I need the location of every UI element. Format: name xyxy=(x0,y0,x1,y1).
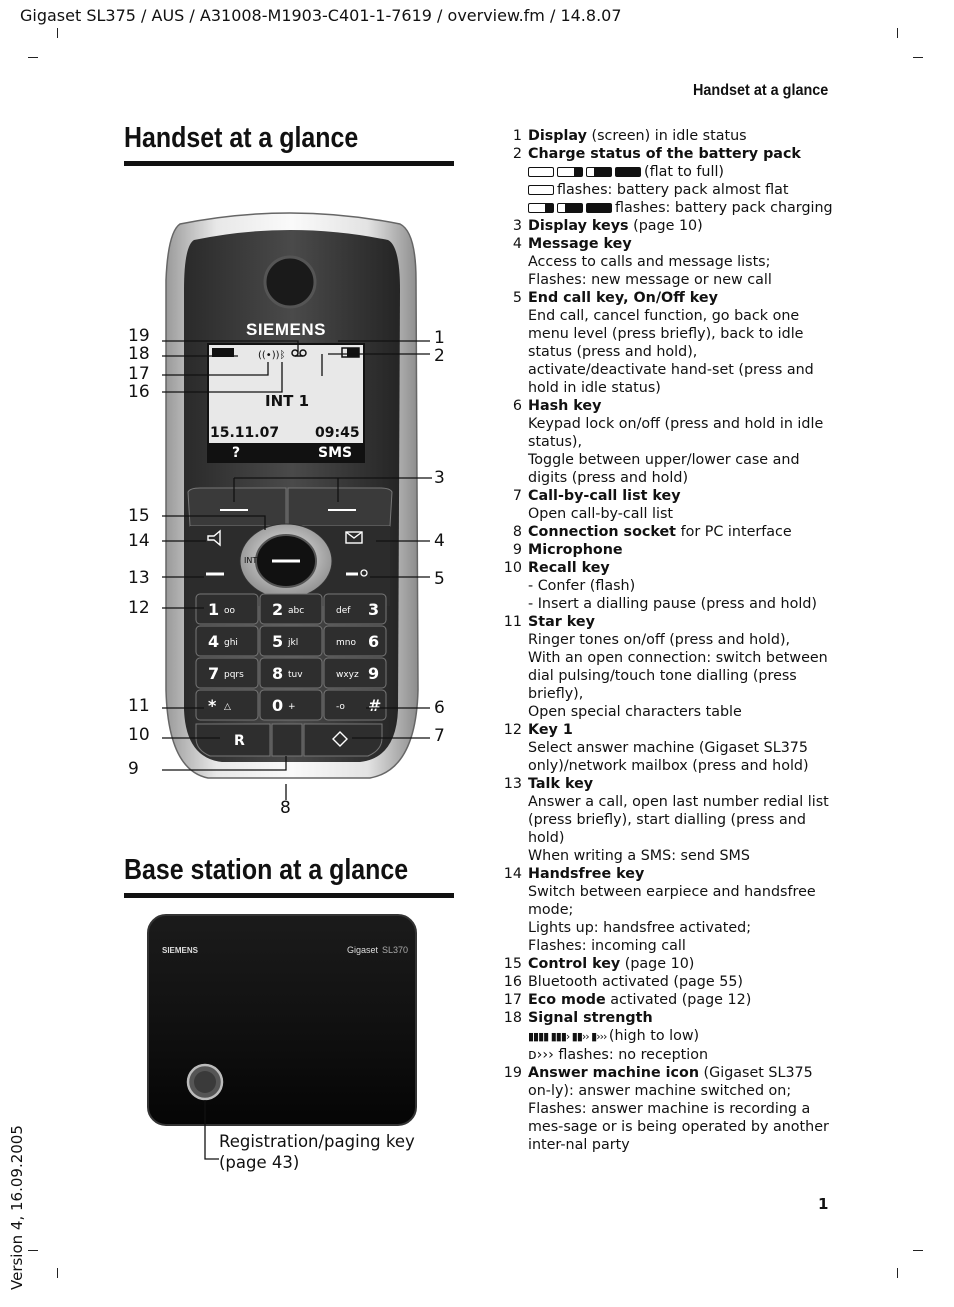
legend-item-4 xyxy=(497,235,837,289)
base-caption xyxy=(219,1131,415,1173)
callout-7: 7 xyxy=(434,726,445,746)
legend-desc: Flashes: answer machine is recording a mes-sage or is being operated by another inter-nal party xyxy=(528,1101,829,1153)
legend-term: Display xyxy=(528,128,587,144)
key-letters: + xyxy=(288,702,296,712)
key-digit: 5 xyxy=(272,632,284,651)
legend-desc: When writing a SMS: send SMS xyxy=(528,848,750,864)
legend-number: 4 xyxy=(512,236,522,252)
legend-term: Display keys xyxy=(528,218,629,234)
crop-mark xyxy=(913,1250,923,1251)
legend-item-15: 15 Control key (page 10) xyxy=(497,955,837,973)
base-model-a: Gigaset xyxy=(347,945,379,955)
callout-14: 14 xyxy=(128,531,150,551)
legend-item-6 xyxy=(497,397,837,487)
key-letters: tuv xyxy=(288,670,303,680)
key-digit: 1 xyxy=(208,600,220,619)
screen-time: 09:45 xyxy=(315,425,360,441)
legend-desc: (flat to full) xyxy=(528,163,837,181)
screen-softkey-right: SMS xyxy=(318,445,353,461)
legend-term: Recall key xyxy=(528,560,610,576)
legend-item-7 xyxy=(497,487,837,523)
callout-5: 5 xyxy=(434,569,445,589)
crop-mark xyxy=(897,1268,898,1278)
screen-softkey-left: ? xyxy=(232,445,241,461)
key-letters: abc xyxy=(288,606,305,616)
legend-desc: ᴅ››› flashes: no reception xyxy=(528,1047,709,1063)
legend-desc: - Confer (flash) xyxy=(528,578,636,594)
legend-term: End call key, On/Off key xyxy=(528,290,718,306)
key-letters: wxyz xyxy=(336,670,359,680)
key-letters: △ xyxy=(224,702,231,712)
legend-desc: End call, cancel function, go back one menu level (press briefly), back to idle status (press and hold), activate/deactivate hand-set (press and hold in idle status) xyxy=(528,308,814,396)
key-letters: pqrs xyxy=(224,670,244,680)
legend-number: 19 xyxy=(503,1065,522,1081)
legend-item-2 xyxy=(497,145,837,217)
key-digit: 0 xyxy=(272,696,284,715)
callout-12: 12 xyxy=(128,598,150,618)
legend-number: 15 xyxy=(503,956,522,972)
crop-mark xyxy=(897,28,898,38)
handset-brand: SIEMENS xyxy=(245,320,327,339)
legend-desc: flashes: battery pack almost flat xyxy=(528,181,837,199)
crop-mark xyxy=(913,57,923,58)
legend-number: 17 xyxy=(503,992,522,1008)
crop-mark xyxy=(28,57,38,58)
key-digit: 3 xyxy=(368,600,380,619)
base-brand: SIEMENS xyxy=(162,946,199,955)
legend-item-11 xyxy=(497,613,837,721)
page-number: 1 xyxy=(818,1195,829,1213)
legend-number: 18 xyxy=(503,1010,522,1026)
legend-item-9 xyxy=(497,541,837,559)
legend-number: 13 xyxy=(503,776,522,792)
legend-desc: Open special characters table xyxy=(528,704,742,720)
legend-number: 7 xyxy=(512,488,522,504)
screen-date: 15.11.07 xyxy=(210,425,280,441)
legend-number: 5 xyxy=(512,290,522,306)
legend-number: 12 xyxy=(503,722,522,738)
legend-desc: flashes: battery pack charging xyxy=(528,199,837,217)
legend-term: Answer machine icon xyxy=(528,1065,700,1081)
legend-desc: Toggle between upper/lower case and digits (press and hold) xyxy=(528,452,800,486)
key-letters: oo xyxy=(224,606,236,616)
legend-term: Signal strength xyxy=(528,1010,653,1026)
legend-term: Eco mode xyxy=(528,992,606,1008)
legend-term: Message key xyxy=(528,236,632,252)
crop-mark xyxy=(28,1250,38,1251)
key-letters: def xyxy=(336,606,351,616)
legend-item-17: 17 Eco mode activated (page 12) xyxy=(497,991,837,1009)
document-header: Gigaset SL375 / AUS / A31008-M1903-C401-1-7619 / overview.fm / 14.8.07 xyxy=(20,6,622,25)
legend-number: 8 xyxy=(512,524,522,540)
key-digit: 6 xyxy=(368,632,380,651)
key-letters: ghi xyxy=(224,638,238,648)
title-rule xyxy=(124,161,454,166)
legend-number: 2 xyxy=(512,146,522,162)
key-letters: mno xyxy=(336,638,356,648)
legend-term: Handsfree key xyxy=(528,866,645,882)
legend-number: 9 xyxy=(512,542,522,558)
legend-desc: Access to calls and message lists; xyxy=(528,254,771,270)
callout-13: 13 xyxy=(128,568,150,588)
crop-mark xyxy=(57,1268,58,1278)
callout-11: 11 xyxy=(128,696,150,716)
callout-17: 17 xyxy=(128,364,150,384)
legend-item-13 xyxy=(497,775,837,865)
callout-10: 10 xyxy=(128,725,150,745)
legend-desc: - Insert a dialling pause (press and hold) xyxy=(528,596,817,612)
legend-desc: Flashes: new message or new call xyxy=(528,272,772,288)
legend-desc: Keypad lock on/off (press and hold in idle status), xyxy=(528,416,824,450)
legend-term: Control key xyxy=(528,956,621,972)
legend-item-14 xyxy=(497,865,837,955)
version-note: Version 4, 16.09.2005 xyxy=(8,1125,26,1290)
legend-item-8: 8 Connection socket for PC interface xyxy=(497,523,837,541)
base-caption-line2: (page 43) xyxy=(219,1153,300,1172)
key-digit: 7 xyxy=(208,664,220,683)
base-model-b: SL370 xyxy=(382,945,409,955)
legend-number: 3 xyxy=(512,218,522,234)
legend-desc: With an open connection: switch between dial pulsing/touch tone dialling (press briefly), xyxy=(528,650,828,702)
status-icons: ((•))ᛒ xyxy=(258,350,286,361)
callout-19: 19 xyxy=(128,326,150,346)
crop-mark xyxy=(57,28,58,38)
legend-item-3: 3 Display keys (page 10) xyxy=(497,217,837,235)
legend-desc: Ringer tones on/off (press and hold), xyxy=(528,632,791,648)
key-digit: 9 xyxy=(368,664,380,683)
legend-term: Microphone xyxy=(528,542,623,558)
legend-desc: Answer a call, open last number redial list (press briefly), start dialling (press and hold) xyxy=(528,794,829,846)
key-digit: # xyxy=(368,696,382,715)
legend-number: 10 xyxy=(503,560,522,576)
running-head: Handset at a glance xyxy=(692,82,828,99)
callout-18: 18 xyxy=(128,344,150,364)
legend-desc: ▮▮▮▮ ▮▮▮› ▮▮›› ▮››› (high to low) xyxy=(528,1028,700,1044)
callout-1: 1 xyxy=(434,328,445,348)
legend-number: 6 xyxy=(512,398,522,414)
legend-number: 1 xyxy=(512,128,522,144)
legend-number: 11 xyxy=(503,614,522,630)
screen-int: INT 1 xyxy=(265,392,310,410)
legend-desc: Open call-by-call list xyxy=(528,506,674,522)
legend-item-1: 1 Display (screen) in idle status xyxy=(497,127,837,145)
legend-term: Talk key xyxy=(528,776,594,792)
callout-3: 3 xyxy=(434,468,445,488)
key-letters: -o xyxy=(336,702,345,712)
legend-desc: Flashes: incoming call xyxy=(528,938,686,954)
handset-illustration xyxy=(120,210,460,820)
callout-16: 16 xyxy=(128,382,150,402)
callout-2: 2 xyxy=(434,346,445,366)
key-digit: 2 xyxy=(272,600,284,619)
int-label: INT xyxy=(244,556,258,565)
legend-number: 16 xyxy=(503,974,522,990)
title-rule xyxy=(124,893,454,898)
page-title-handset: Handset at a glance xyxy=(124,122,359,154)
legend-term: Charge status of the battery pack xyxy=(528,146,801,162)
legend-item-16: 16 Bluetooth activated (page 55) xyxy=(497,973,837,991)
callout-4: 4 xyxy=(434,531,445,551)
key-letters: jkl xyxy=(288,638,299,648)
callout-15: 15 xyxy=(128,506,150,526)
legend-desc: Lights up: handsfree activated; xyxy=(528,920,752,936)
legend-item-19: 19 Answer machine icon (Gigaset SL375 on-ly): answer machine switched on; Flashes: answer machine is recording a mes-sage or is being operated by another inter-nal party xyxy=(497,1064,837,1154)
legend-term: Hash key xyxy=(528,398,602,414)
base-caption-line1: Registration/paging key xyxy=(219,1132,415,1151)
legend-number: 14 xyxy=(503,866,522,882)
key-digit: * xyxy=(208,696,217,715)
callout-8: 8 xyxy=(280,798,291,818)
legend-term: Key 1 xyxy=(528,722,573,738)
legend-item-10 xyxy=(497,559,837,613)
legend-term: Star key xyxy=(528,614,595,630)
legend-term: Call-by-call list key xyxy=(528,488,681,504)
legend-item-5 xyxy=(497,289,837,397)
callout-6: 6 xyxy=(434,698,445,718)
legend-item-12 xyxy=(497,721,837,775)
page-title-base: Base station at a glance xyxy=(124,854,409,886)
key-digit: 4 xyxy=(208,632,220,651)
legend-term: Connection socket xyxy=(528,524,677,540)
legend-desc: Select answer machine (Gigaset SL375 only)/network mailbox (press and hold) xyxy=(528,740,809,774)
legend-item-18 xyxy=(497,1009,837,1064)
recall-key: R xyxy=(234,733,245,749)
callout-9: 9 xyxy=(128,759,139,779)
legend-list xyxy=(497,127,837,1154)
key-digit: 8 xyxy=(272,664,284,683)
legend-desc: Switch between earpiece and handsfree mode; xyxy=(528,884,816,918)
